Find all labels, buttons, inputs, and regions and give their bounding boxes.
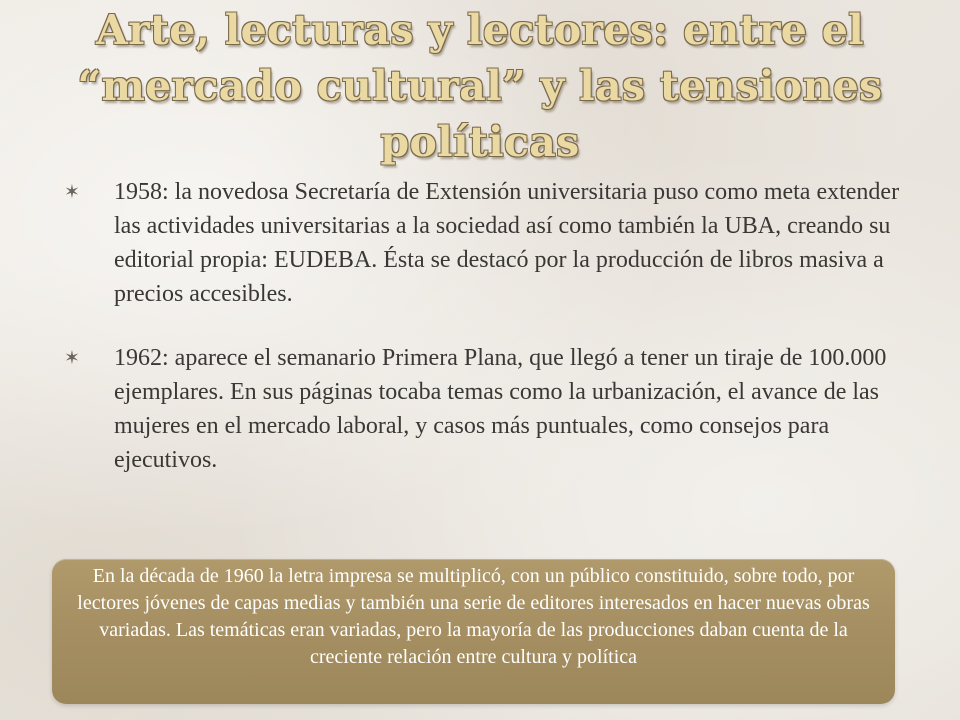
bullet-text: 1958: la novedosa Secretaría de Extensión universitaria puso como meta extender las actividades universitarias a la sociedad así como también la UBA, creando su editorial propia: EUDEBA. Ésta se destacó por la producción de libros masiva a precios accesibles. [114, 179, 900, 307]
star-icon: ✶ [64, 348, 80, 369]
bullet-item-1958 [64, 175, 904, 311]
title-line-2: “mercado cultural” y las tensiones [77, 62, 883, 110]
title-line-3: políticas [380, 118, 580, 166]
slide-title [40, 2, 920, 170]
title-line-1: Arte, lecturas y lectores: entre el [95, 6, 865, 54]
callout-text: En la década de 1960 la letra impresa se multiplicó, con un público constituido, sobre todo, por lectores jóvenes de capas medias y también una serie de editores interesados en hacer nuevas obras variadas. Las temáticas eran variadas, pero la mayoría de las producciones daban cuenta de la creciente relación entre cultura y política [77, 565, 870, 668]
bullet-text: 1962: aparece el semanario Primera Plana, que llegó a tener un tiraje de 100.000 ejemplares. En sus páginas tocaba temas como la urbanización, el avance de las mujeres en el mercado laboral, y casos más puntuales, como consejos para ejecutivos. [114, 345, 887, 473]
summary-callout-box [52, 559, 895, 704]
bullet-item-1962 [64, 341, 904, 477]
star-icon: ✶ [64, 182, 80, 203]
bullet-list [64, 175, 904, 477]
